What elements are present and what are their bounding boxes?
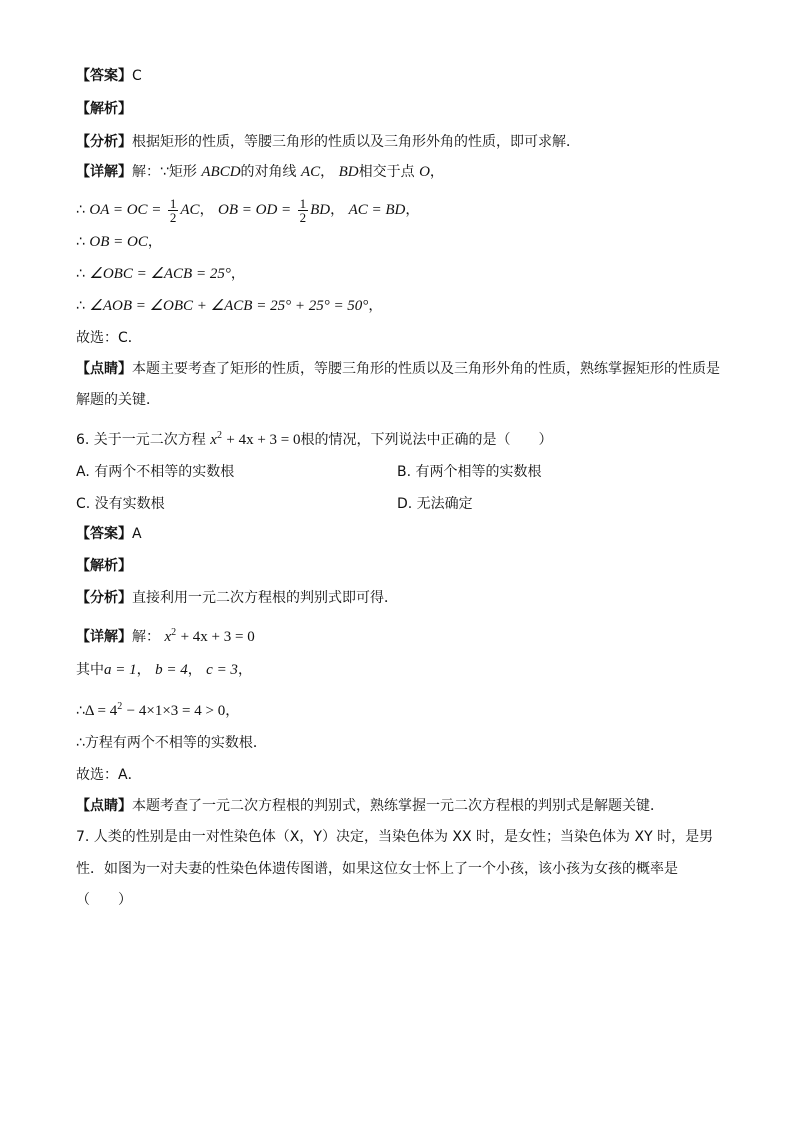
detail-mid: 的对角线 [240,164,297,180]
coef-intro: 其中 [76,662,104,678]
math-delta: Δ = 4 [84,703,118,719]
q5-jiexi-label: 【解析】 [76,101,132,117]
comma: ， [230,266,245,282]
comma: ， [237,662,252,678]
option-c: C. 没有实数根 [76,496,165,512]
analysis-label: 【分析】 [76,134,132,150]
option-a: A. 有两个不相等的实数根 [76,464,235,480]
math-bd: BD [338,164,359,180]
q6-choose: 故选：A． [76,767,142,783]
answer-value: A [132,526,142,542]
comma: ， [405,202,420,218]
math-ac-bd: AC = BD [348,202,406,218]
q6-comment [76,796,664,816]
comma: ， [330,202,345,218]
math-o: O [419,164,430,180]
detail-end: 相交于点 [358,164,415,180]
therefore: ∴ [76,202,85,218]
q6-jiexi-label: 【解析】 [76,558,132,574]
math-delta-calc: − 4×1×3 = 4 > 0 [126,703,226,719]
comment-text: 本题主要考查了矩形的性质，等腰三角形的性质以及三角形外角的性质，熟练掌握矩形的性质是 [132,361,720,377]
q6-analysis [76,588,398,608]
analysis-label: 【分析】 [76,590,132,606]
q6-answer-line [76,524,142,544]
math-x: x [210,432,217,448]
exponent: 2 [171,627,177,638]
q6-detail [76,623,255,647]
therefore: ∴ [76,266,85,282]
comma: ， [368,298,383,314]
denominator: 2 [169,209,177,225]
q6-coefficients [76,660,252,680]
q7-line-2: 性．如图为一对夫妻的性染色体遗传图谱，如果这位女士怀上了一个小孩，该小孩为女孩的概率是 [76,861,678,877]
comma: ， [147,234,162,250]
therefore: ∴ [76,703,85,719]
comma: ， [225,703,240,719]
comma: ， [320,164,335,180]
q5-analysis [76,132,580,152]
q5-step2 [76,232,162,252]
denominator: 2 [299,209,307,225]
comment-label: 【点睛】 [76,361,132,377]
detail-label: 【详解】 [76,629,132,645]
q6-delta [76,697,239,721]
math-a: a = 1 [104,662,137,678]
fraction-half [298,197,309,224]
math-ac: AC [301,164,321,180]
math-equation: + 4x + 3 = 0 [180,629,255,645]
q7-line-1: 7. 人类的性别是由一对性染色体（X，Y）决定，当染色体为 XX 时，是女性；当染色体为 XY 时，是男 [76,829,714,845]
math-b: b = 4 [155,662,188,678]
numerator: 1 [299,195,307,211]
q5-answer-line [76,66,142,86]
comment-label: 【点睛】 [76,798,132,814]
answer-label: 【答案】 [76,68,132,84]
fraction-half [168,197,179,224]
option-b: B. 有两个相等的实数根 [397,464,542,480]
numerator: 1 [169,195,177,211]
analysis-text: 直接利用一元二次方程根的判别式即可得． [132,590,398,606]
analysis-text: 根据矩形的性质，等腰三角形的性质以及三角形外角的性质，即可求解． [132,134,580,150]
q5-step3 [76,264,245,284]
q5-comment-1 [76,359,720,379]
math-ob-od: OB = OD = [218,202,292,218]
q5-step1 [76,196,419,224]
math-oa-oc: OA = OC = [89,202,162,218]
math-x: x [164,629,172,645]
math-angle-sum: ∠AOB = ∠OBC + ∠ACB = 25° + 25° = 50° [89,298,369,314]
exponent: 2 [117,701,123,712]
stem-text: 根的情况，下列说法中正确的是（ ） [300,432,553,448]
q5-choose: 故选：C． [76,330,142,346]
detail-intro: 解： [132,629,160,645]
stem-text: 6. 关于一元二次方程 [76,432,206,448]
comma: ， [429,164,444,180]
q5-detail [76,162,444,182]
q6-conclusion: ∴方程有两个不相等的实数根． [76,735,267,751]
math-bd: BD [310,202,331,218]
math-equation: + 4x + 3 = 0 [226,432,301,448]
option-d: D. 无法确定 [397,496,473,512]
therefore: ∴ [76,234,85,250]
therefore: ∴ [76,298,85,314]
q6-stem [76,426,553,450]
comma: ， [199,202,214,218]
q7-line-3: （ ） [76,892,132,908]
math-ob-oc: OB = OC [89,234,148,250]
q5-comment-2: 解题的关键． [76,392,160,408]
comment-text: 本题考查了一元二次方程根的判别式，熟练掌握一元二次方程根的判别式是解题关键． [132,798,664,814]
math-c: c = 3 [206,662,238,678]
math-rect: ABCD [201,164,241,180]
math-angle-eq: ∠OBC = ∠ACB = 25° [89,266,231,282]
q5-step4 [76,296,382,316]
detail-label: 【详解】 [76,164,132,180]
math-ac: AC [180,202,200,218]
detail-intro: 解：∵矩形 [132,164,197,180]
comma: ， [136,662,151,678]
exponent: 2 [216,430,222,441]
comma: ， [187,662,202,678]
answer-label: 【答案】 [76,526,132,542]
answer-value: C [132,68,142,84]
